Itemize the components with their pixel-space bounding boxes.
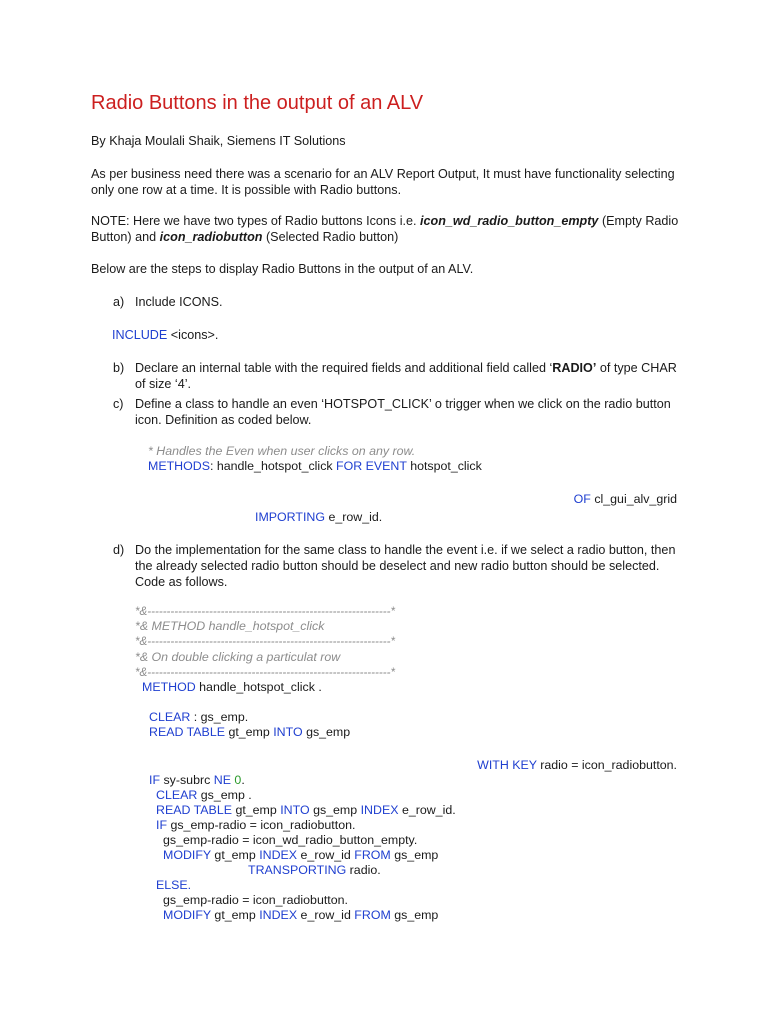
step-a-text: Include ICONS.	[135, 295, 223, 309]
code-assign-selected-line: gs_emp-radio = icon_radiobutton.	[163, 893, 348, 907]
note-line-2: Button) and icon_radiobutton (Selected Radio button)	[91, 230, 399, 244]
step-b-text	[135, 360, 677, 392]
note-paragraph	[91, 213, 677, 245]
code-else-line: ELSE.	[156, 878, 192, 892]
step-c-line-2: icon. Definition as coded below.	[135, 413, 312, 427]
step-a-marker: a)	[113, 295, 125, 309]
step-c-marker: c)	[113, 397, 124, 411]
code-comment-rule-2: *&---------------------------------------------------------------*	[135, 635, 395, 648]
selected-radio-icon-name: icon_radiobutton	[159, 230, 263, 244]
code-comment-rule-3: *&---------------------------------------------------------------*	[135, 666, 395, 679]
radio-field-name: RADIO’	[552, 361, 597, 375]
code-assign-empty-line: gs_emp-radio = icon_wd_radio_button_empty.	[163, 833, 418, 847]
step-d-line-3: Code as follows.	[135, 575, 228, 589]
code-modify-line: MODIFY gt_emp INDEX e_row_id FROM gs_emp	[163, 848, 439, 862]
code-comment-double-click: *& On double clicking a particulat row	[135, 650, 341, 664]
code-comment-method-name: *& METHOD handle_hotspot_click	[135, 619, 325, 633]
author-line: By Khaja Moulali Shaik, Siemens IT Solutions	[91, 134, 346, 148]
step-d-marker: d)	[113, 543, 125, 557]
step-c-text	[135, 396, 677, 428]
code-comment-handles: * Handles the Even when user clicks on any row.	[148, 444, 416, 458]
code-method-line: METHOD handle_hotspot_click .	[142, 680, 322, 694]
steps-intro: Below are the steps to display Radio Buttons in the output of an ALV.	[91, 262, 474, 276]
page-title: Radio Buttons in the output of an ALV	[91, 92, 424, 114]
code-of-line: OF cl_gui_alv_grid	[573, 492, 677, 506]
empty-radio-icon-name: icon_wd_radio_button_empty	[420, 214, 599, 228]
code-comment-rule-1: *&---------------------------------------------------------------*	[135, 605, 395, 618]
intro-line-2: only one row at a time. It is possible with Radio buttons.	[91, 183, 402, 197]
step-b-line-1: Declare an internal table with the required fields and additional field called ‘RADIO’ of type CHAR	[135, 361, 677, 375]
code-if-radio-line: IF gs_emp-radio = icon_radiobutton.	[156, 818, 356, 832]
step-b-marker: b)	[113, 361, 125, 375]
code-read-table-line: READ TABLE gt_emp INTO gs_emp	[149, 725, 351, 739]
step-b-line-2: of size ‘4’.	[135, 377, 191, 391]
step-c-line-1: Define a class to handle an even ‘HOTSPOT_CLICK’ o trigger when we click on the radio button	[135, 397, 671, 411]
code-clear-line: CLEAR : gs_emp.	[149, 710, 249, 724]
include-code-line: INCLUDE <icons>.	[112, 328, 219, 342]
code-transporting-line: TRANSPORTING radio.	[248, 863, 381, 877]
code-if-subrc-line: IF sy-subrc NE 0.	[149, 773, 245, 787]
code-importing-line: IMPORTING e_row_id.	[255, 510, 383, 524]
code-methods-line: METHODS: handle_hotspot_click FOR EVENT hotspot_click	[148, 459, 482, 473]
code-clear-2-line: CLEAR gs_emp .	[156, 788, 252, 802]
note-line-1: NOTE: Here we have two types of Radio buttons Icons i.e. icon_wd_radio_button_empty (Empty Radio	[91, 214, 679, 228]
code-with-key-line: WITH KEY radio = icon_radiobutton.	[477, 758, 677, 772]
step-d-line-1: Do the implementation for the same class to handle the event i.e. if we select a radio button, then	[135, 543, 676, 557]
intro-paragraph	[91, 166, 677, 198]
step-d-line-2: the already selected radio button should be deselect and new radio button should be selected.	[135, 559, 660, 573]
step-d-text	[135, 542, 677, 590]
code-read-table-index-line: READ TABLE gt_emp INTO gs_emp INDEX e_row_id.	[156, 803, 456, 817]
intro-line-1: As per business need there was a scenario for an ALV Report Output, It must have functionality selecting	[91, 167, 675, 181]
code-modify-2-line: MODIFY gt_emp INDEX e_row_id FROM gs_emp	[163, 908, 439, 922]
